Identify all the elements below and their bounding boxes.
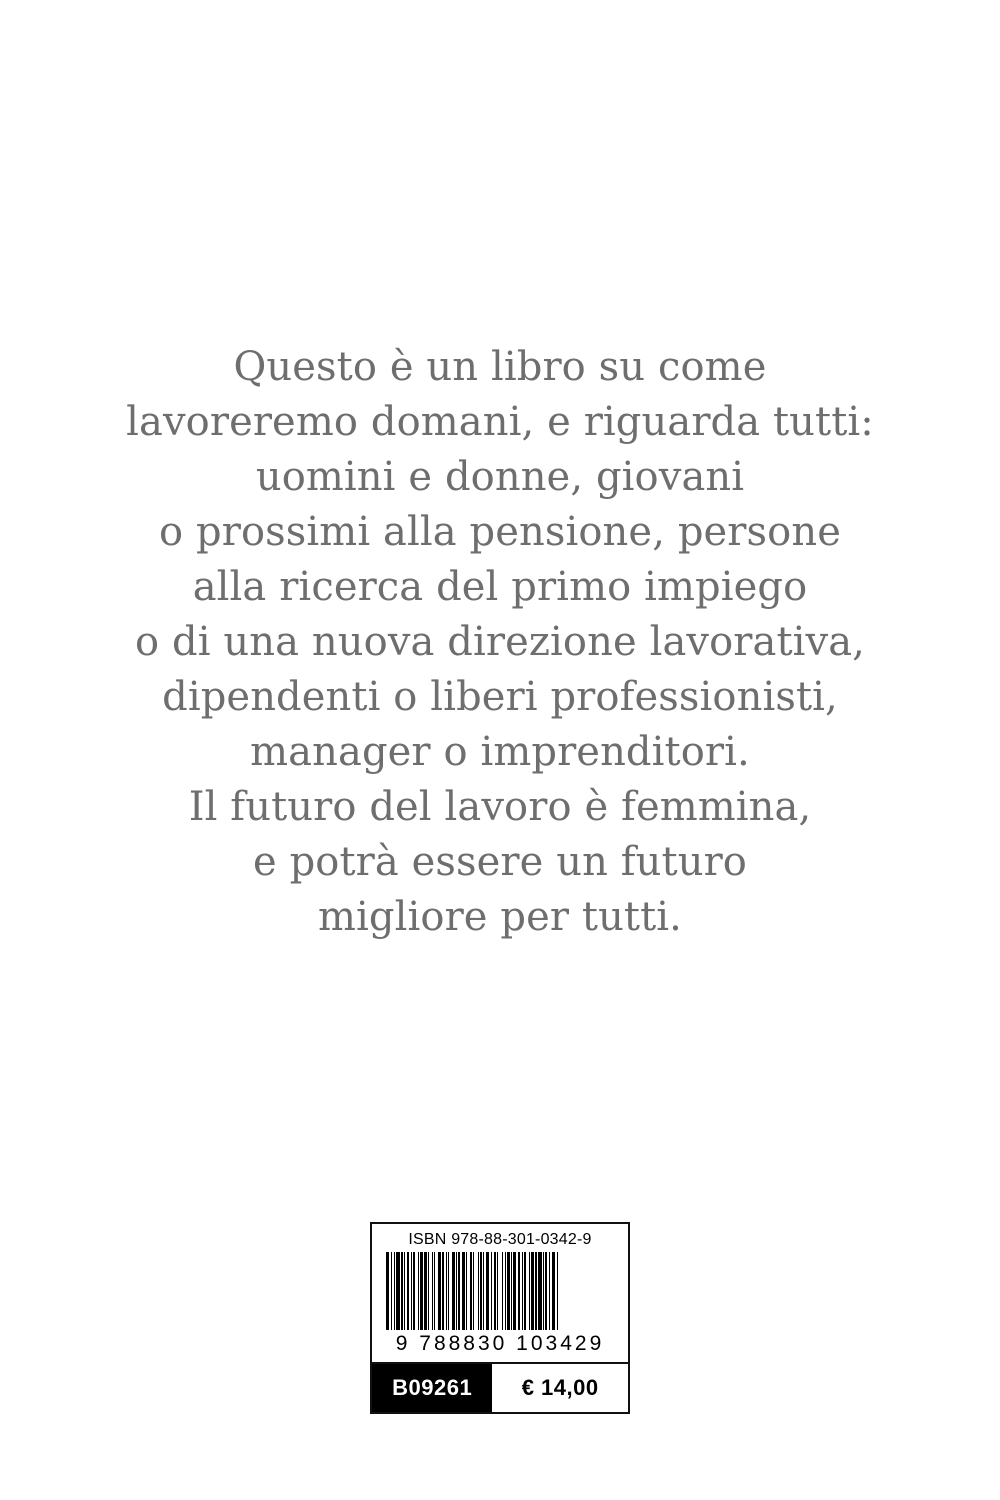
price-row bbox=[372, 1362, 628, 1412]
price-value: € 14,00 bbox=[492, 1364, 628, 1412]
blurb-line: o di una nuova direzione lavorativa, bbox=[135, 619, 865, 665]
ean-digits: 9 788830 103429 bbox=[395, 1332, 605, 1355]
blurb-line: alla ricerca del primo impiego bbox=[192, 564, 808, 610]
blurb-line: o prossimi alla pensione, persone bbox=[159, 509, 841, 555]
isbn-label: ISBN 978-88-301-0342-9 bbox=[408, 1231, 592, 1248]
product-code: B09261 bbox=[372, 1364, 492, 1412]
blurb-line: uomini e donne, giovani bbox=[255, 454, 745, 500]
back-cover-blurb bbox=[0, 340, 1000, 945]
barcode-block bbox=[370, 1222, 630, 1414]
blurb-line: migliore per tutti. bbox=[317, 894, 682, 940]
blurb-line: Questo è un libro su come bbox=[233, 344, 767, 390]
blurb-line: Il futuro del lavoro è femmina, bbox=[188, 784, 812, 830]
blurb-line: lavoreremo domani, e riguarda tutti: bbox=[126, 399, 874, 445]
blurb-line: e potrà essere un futuro bbox=[253, 839, 747, 885]
blurb-line: dipendenti o liberi professionisti, bbox=[162, 674, 838, 720]
barcode-bar bbox=[558, 1252, 560, 1330]
blurb-line: manager o imprenditori. bbox=[250, 729, 750, 775]
barcode-bars bbox=[386, 1252, 614, 1330]
